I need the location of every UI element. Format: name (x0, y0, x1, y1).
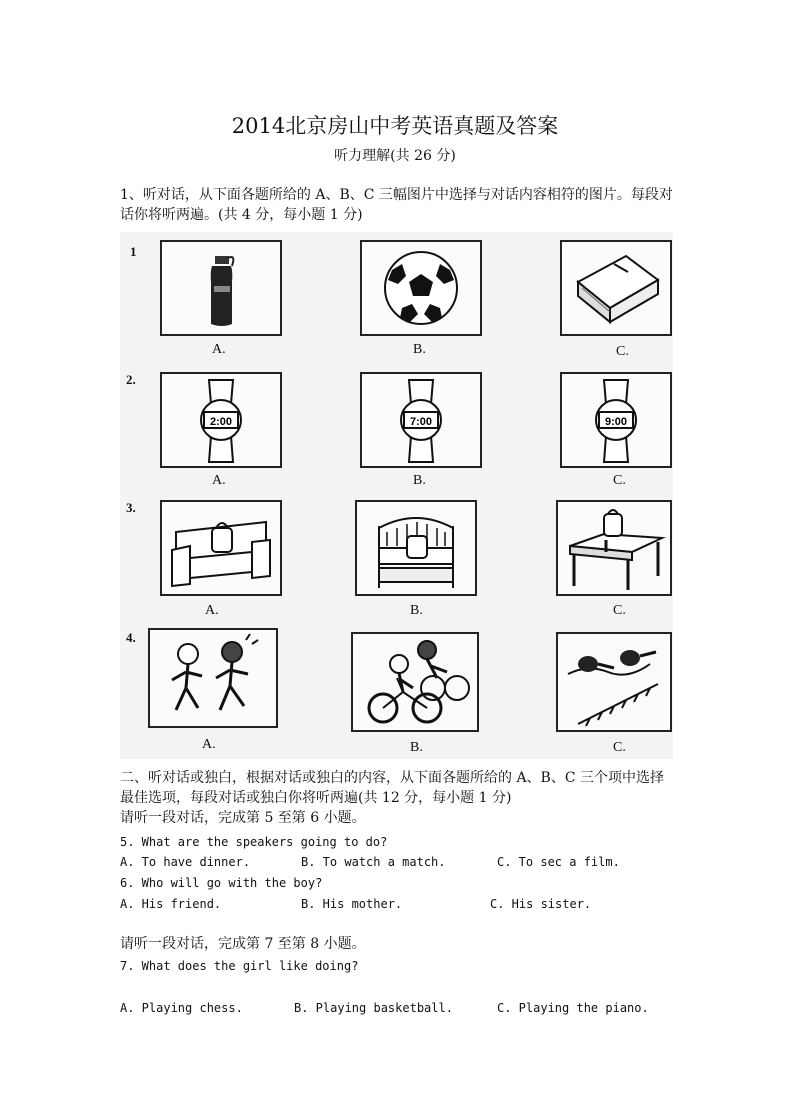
section1-instruction (120, 185, 680, 225)
group-intro: 请听一段对话，完成第 7 至第 8 小题。 (120, 936, 366, 952)
section-heading: 听力理解(共 26 分) (334, 148, 456, 164)
picture-option-2a[interactable] (160, 372, 282, 468)
picture-questions-scan (120, 232, 673, 759)
instruction-line: 二、听对话或独白，根据对话或独白的内容，从下面各题所给的 A、B、C 三个项中选择 (120, 770, 665, 786)
picture-option-3b[interactable] (355, 500, 477, 596)
watch-icon (362, 374, 480, 466)
option-label: B. (413, 342, 426, 357)
option-label: C. (613, 473, 626, 488)
group-intro: 请听一段对话，完成第 5 至第 6 小题。 (120, 810, 366, 826)
option-label: A. (202, 737, 216, 752)
picture-option-1a[interactable] (160, 240, 282, 336)
question-5-option-b[interactable]: B. To watch a match. (301, 855, 446, 869)
picture-option-4b[interactable] (351, 632, 479, 732)
option-label: B. (410, 740, 423, 755)
question-5-text: 5. What are the speakers going to do? (120, 835, 388, 849)
watch-time: 2:00 (209, 416, 233, 428)
watch-icon (162, 374, 280, 466)
instruction-line: 最佳选项，每段对话或独白你将听两遍(共 12 分，每小题 1 分) (120, 790, 512, 806)
page-title: 2014北京房山中考英语真题及答案 (231, 114, 559, 138)
swimming-icon (558, 634, 670, 730)
question-7-option-a[interactable]: A. Playing chess. (120, 1001, 243, 1015)
instruction-line: 1、听对话，从下面各题所给的 A、B、C 三幅图片中选择与对话内容相符的图片。每段对 (120, 187, 673, 203)
picture-option-2c[interactable] (560, 372, 672, 468)
question-6-text: 6. Who will go with the boy? (120, 876, 323, 890)
question-number: 2. (126, 372, 136, 387)
book-icon (562, 242, 670, 334)
question-number: 3. (126, 500, 136, 515)
water-bottle-icon (162, 242, 280, 334)
question-6-option-b[interactable]: B. His mother. (301, 897, 403, 911)
running-icon (150, 630, 276, 726)
question-5-option-c[interactable]: C. To sec a film. (497, 855, 620, 869)
picture-option-3a[interactable] (160, 500, 282, 596)
question-6-option-a[interactable]: A. His friend. (120, 897, 222, 911)
question-7-option-c[interactable]: C. Playing the piano. (497, 1001, 649, 1015)
question-6-option-c[interactable]: C. His sister. (490, 897, 592, 911)
instruction-line: 话你将听两遍。(共 4 分，每小题 1 分) (120, 207, 363, 223)
watch-icon (562, 374, 670, 466)
question-7-text: 7. What does the girl like doing? (120, 959, 359, 973)
picture-option-4c[interactable] (556, 632, 672, 732)
picture-option-2b[interactable] (360, 372, 482, 468)
option-label: C. (616, 344, 629, 359)
question-number: 1 (130, 244, 137, 259)
soccer-ball-icon (362, 242, 480, 334)
option-label: A. (212, 342, 226, 357)
picture-option-1b[interactable] (360, 240, 482, 336)
watch-time: 7:00 (409, 416, 433, 428)
option-label: C. (613, 603, 626, 618)
picture-option-3c[interactable] (556, 500, 672, 596)
cycling-icon (353, 634, 477, 730)
backpack-on-table-icon (558, 502, 670, 594)
question-7-option-b[interactable]: B. Playing basketball. (294, 1001, 453, 1015)
option-label: C. (613, 740, 626, 755)
backpack-on-sofa-icon (162, 502, 280, 594)
option-label: A. (212, 473, 226, 488)
option-label: B. (413, 473, 426, 488)
option-label: B. (410, 603, 423, 618)
backpack-on-bed-icon (357, 502, 475, 594)
section2-instruction (120, 768, 680, 828)
picture-option-4a[interactable] (148, 628, 278, 728)
question-number: 4. (126, 630, 136, 645)
watch-time: 9:00 (604, 416, 628, 428)
picture-option-1c[interactable] (560, 240, 672, 336)
option-label: A. (205, 603, 219, 618)
question-5-option-a[interactable]: A. To have dinner. (120, 855, 251, 869)
